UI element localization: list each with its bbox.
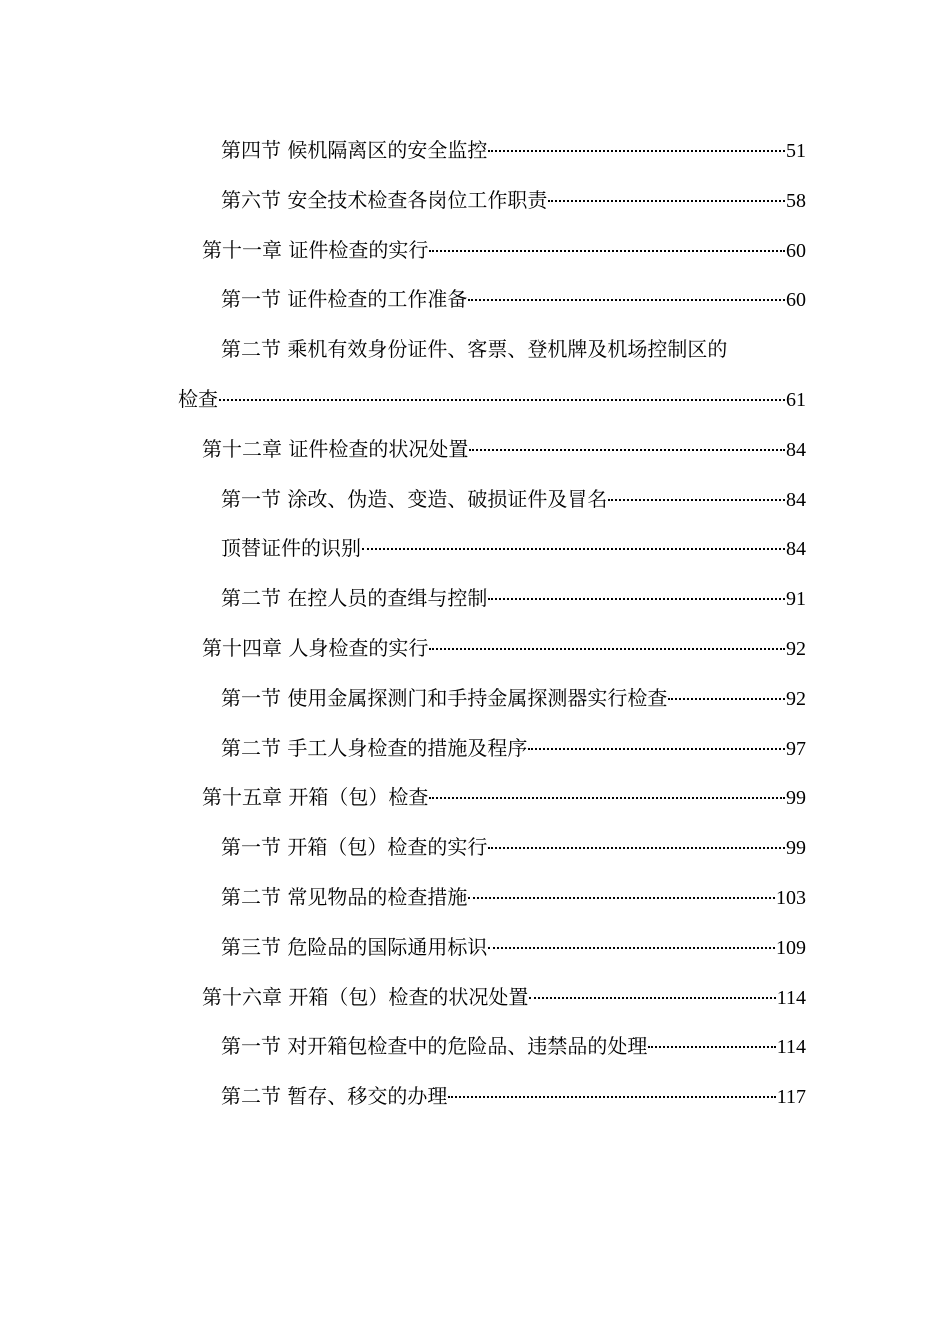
dot-leader [219, 399, 785, 401]
toc-entry-label: 第三节 危险品的国际通用标识 [221, 934, 488, 959]
toc-entry-page: 117 [776, 1086, 806, 1109]
toc-entry-label: 检查 [178, 386, 218, 411]
dot-leader [429, 648, 785, 650]
toc-entry-page: 97 [786, 737, 806, 760]
toc-entry[interactable] [178, 724, 806, 774]
dot-leader [488, 947, 775, 949]
toc-entry-label: 第十四章 人身检查的实行 [202, 635, 429, 660]
toc-entry-page: 99 [786, 837, 806, 860]
toc-entry[interactable] [178, 973, 806, 1023]
toc-entry[interactable] [178, 425, 806, 475]
dot-leader [648, 1046, 775, 1048]
toc-entry-label: 第一节 使用金属探测门和手持金属探测器实行检查 [221, 685, 668, 710]
toc-entry-page: 114 [776, 1036, 806, 1059]
dot-leader [362, 548, 785, 550]
toc-entry[interactable] [178, 773, 806, 823]
dot-leader [488, 598, 785, 600]
dot-leader [608, 499, 785, 501]
dot-leader [468, 897, 775, 899]
toc-entry[interactable] [178, 375, 806, 425]
toc-entry-page: 103 [776, 886, 806, 909]
dot-leader [548, 200, 785, 202]
toc-entry-label: 第二节 乘机有效身份证件、客票、登机牌及机场控制区的 [221, 337, 728, 362]
dot-leader [429, 797, 785, 799]
toc-entry[interactable] [178, 126, 806, 176]
toc-entry-page: 58 [786, 189, 806, 212]
dot-leader [488, 150, 785, 152]
toc-entry-page: 60 [786, 289, 806, 312]
toc-entry-label: 第十五章 开箱（包）检查 [202, 785, 429, 810]
toc-entry[interactable] [178, 226, 806, 276]
toc-entry-page: 109 [776, 936, 806, 959]
toc-entry-label: 第四节 候机隔离区的安全监控 [221, 138, 488, 162]
dot-leader [529, 997, 775, 999]
toc-entry[interactable] [178, 624, 806, 674]
dot-leader [429, 250, 785, 252]
toc-entry-page: 51 [786, 140, 806, 162]
toc-entry[interactable] [178, 923, 806, 973]
toc-entry-label: 第一节 涂改、伪造、变造、破损证件及冒名 [221, 486, 608, 511]
dot-leader [528, 748, 785, 750]
toc-entry[interactable] [178, 176, 806, 226]
dot-leader [448, 1096, 775, 1098]
dot-leader [469, 449, 785, 451]
toc-entry-page: 92 [786, 637, 806, 660]
toc-entry[interactable] [178, 325, 806, 375]
toc-entry-label: 第二节 手工人身检查的措施及程序 [221, 735, 528, 760]
toc-entry[interactable] [178, 823, 806, 873]
toc-entry-label: 第二节 在控人员的查缉与控制 [221, 586, 488, 611]
toc-entry-label: 第二节 常见物品的检查措施 [221, 884, 468, 909]
toc-entry-label: 第二节 暂存、移交的办理 [221, 1084, 448, 1109]
toc-entry[interactable] [178, 1022, 806, 1072]
toc-entry-page: 92 [786, 687, 806, 710]
toc-entry-label: 第六节 安全技术检查各岗位工作职责 [221, 187, 548, 212]
toc-entry-label: 第十六章 开箱（包）检查的状况处置 [202, 984, 529, 1009]
toc-entry-page: 84 [786, 538, 806, 561]
toc-entry-page: 99 [786, 787, 806, 810]
toc-entry-page: 84 [786, 488, 806, 511]
toc-entry[interactable] [178, 1072, 806, 1122]
toc-entry-page: 114 [776, 986, 806, 1009]
toc-entry-label: 第十一章 证件检查的实行 [202, 237, 429, 262]
toc-entry[interactable] [178, 574, 806, 624]
dot-leader [488, 847, 785, 849]
toc-entry-page: 61 [786, 388, 806, 411]
toc-entry-page: 60 [786, 239, 806, 262]
toc-entry[interactable] [178, 524, 806, 574]
toc-entry-label: 第一节 对开箱包检查中的危险品、违禁品的处理 [221, 1034, 648, 1059]
dot-leader [668, 698, 785, 700]
toc-entry-label: 第一节 开箱（包）检查的实行 [221, 835, 488, 860]
toc-entry-label: 第十二章 证件检查的状况处置 [202, 436, 469, 461]
table-of-contents [178, 126, 806, 1122]
toc-entry-page: 84 [786, 438, 806, 461]
dot-leader [468, 299, 785, 301]
toc-entry[interactable] [178, 475, 806, 525]
toc-entry-label: 第一节 证件检查的工作准备 [221, 287, 468, 312]
toc-entry-label: 顶替证件的识别 [221, 536, 361, 561]
toc-entry[interactable] [178, 275, 806, 325]
toc-entry[interactable] [178, 674, 806, 724]
toc-entry-page: 91 [786, 588, 806, 611]
toc-entry[interactable] [178, 873, 806, 923]
